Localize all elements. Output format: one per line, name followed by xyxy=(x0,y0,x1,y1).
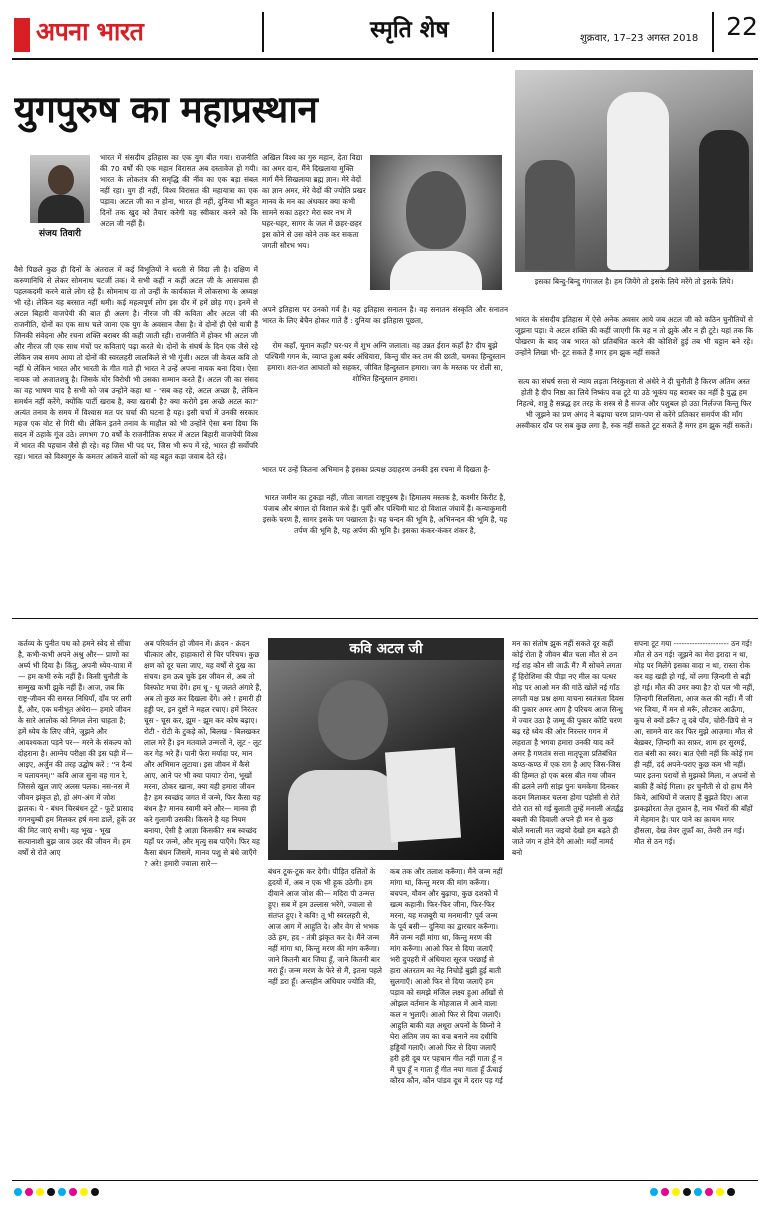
rally-photo xyxy=(515,70,753,272)
article-paragraph: भारत पर उन्हें कितना अभिमान है इसका प्रत्यक्ष उदाहरण उनकी इस रचना में दिखता है- xyxy=(262,465,491,474)
poem-text: बंधन टूक-टूक कर देगी। पीड़ित दलितों के हृदयों में, अब न एक भी हूक उठेगी। हम दीवाने आज जोश की— मदिरा पी उन्मत्त हुए। सब में हम उल्लास भरेंगे, ज्वाला से संतप्त हुए। रे कवि! तू भी स्वरलहरी से, आज आग में आहुति दे। और वेग से भभक उठें हम, हद - तंत्री झंकृत कर दे। मैंने जन्म नहीं मांगा था, किन्तु मरण की मांग करूँगा। जाने कितनी बार जिया हूँ, जाने कितनी बार मरा हूँ। जन्म मरण के फेरे से मैं, इतना पहले नहीं डरा हूँ। अन्तहीन अंधियार ज्योति की, xyxy=(268,867,382,986)
color-registration-marks xyxy=(650,1188,735,1196)
page-number: 22 xyxy=(726,12,758,41)
author-head xyxy=(48,165,74,195)
divider xyxy=(492,12,494,52)
poem-text: सत्य का संघर्ष सत्ता से न्याय लड़ता निरंकुशता से अंधेरे ने दी चुनौती है किरण अंतिम अस्त होती है दीप निष्ठा का लिये निष्कंप वज्र टूटे या उठे भूकंप यह बराबर का नहीं है युद्ध हम निहत्थे, शत्रु है सन्नद्ध हर तरह के शस्त्र से है सज्ज और पशुबल हो उठा निर्लज्ज किन्तु फिर भी जूझने का प्रण अंगद ने बढ़ाया चरण प्राण-पण से करेंगे प्रतिकार समर्पण की माँग अस्वीकार दाँव पर सब कुछ लगा है, रुक नहीं सकते टूट सकते हैं मगर हम झुक नहीं सकते। xyxy=(515,377,753,430)
photo-head xyxy=(318,680,388,760)
photo-figure xyxy=(699,130,749,270)
article-intro xyxy=(100,152,258,262)
photo-figure xyxy=(525,160,575,270)
author-photo xyxy=(30,155,90,223)
poem-rashtrapurush xyxy=(262,492,508,610)
poem-column xyxy=(18,638,136,1172)
poem-column xyxy=(634,638,756,1172)
poem-text: भारत जमीन का टुकड़ा नहीं, जीता जागता राष्ट्रपुरुष है। हिमालय मस्तक है, कश्मीर किरीट है, पंजाब और बंगाल दो विशाल कंधे हैं। पूर्वी और पश्चिमी घाट दो विशाल जंघायें हैं। कन्याकुमारी इसके चरण हैं, सागर इसके पग पखारता है। यह चन्दन की भूमि है, अभिनन्दन की भूमि है, यह तर्पण की भूमि है, यह अर्पण की भूमि है। इसका कंकर-कंकर शंकर है, xyxy=(262,493,508,535)
section-title: स्मृति शेष xyxy=(370,16,449,43)
poem-text: सपना टूट गया --------------------- ठन गई! मौत से ठन गई! जूझने का मेरा इरादा न था, मोड़ पर मिलेंगे इसका वादा न था, रास्ता रोक कर वह खड़ी हो गई, यों लगा ज़िन्दगी से बड़ी हो गई। मौत की उमर क्या है? दो पल भी नहीं, ज़िन्दगी सिलसिला, आज कल की नहीं। मैं जी भर जिया, मैं मन से मरूँ, लौटकर आऊँगा, कूच से क्यों डरूँ? तू दबे पाँव, चोरी-छिपे से न आ, सामने वार कर फिर मुझे आज़मा। मौत से बेख़बर, ज़िन्दगी का सफ़र, शाम हर सुरमई, रात बंसी का स्वर। बात ऐसी नहीं कि कोई ग़म ही नहीं, दर्द अपने-पराए कुछ कम भी नहीं। प्यार इतना परायों से मुझको मिला, न अपनों से बाक़ी हैं कोई गिला। हर चुनौती से दो हाथ मैंने किये, आंधियों में जलाए हैं बुझते दिए। आज झकझोरता तेज़ तूफ़ान है, नाव भँवरों की बाँहों में मेहमान है। पार पाने का क़ायम मगर हौसला, देख तेवर तूफ़ाँ का, तेवरी तन गई। मौत से ठन गई। xyxy=(634,639,756,846)
poem-text: अखिल विश्व का गुरु महान, देता विद्या का अमर दान, मैंने दिखलाया मुक्ति मार्ग मैंने सिखलाया ब्रह्म ज्ञान। मेरे वेदों का ज्ञान अमर, मेरे वेदों की ज्योति प्रखर मानव के मन का अंधकार क्या कभी सामने सका ठहर? मेरा स्वर नभ में घहर-घहर, सागर के जल में छहर-छहर इस कोने से उस कोने तक कर सकता जगती सौरभ भय। xyxy=(262,153,366,250)
headline: युगपुरुष का महाप्रस्थान xyxy=(14,87,318,131)
photo-caption: इसका बिन्दु-बिन्दु गंगाजल है। हम जियेंगे तो इसके लिये मरेंगे तो इसके लिये। xyxy=(534,277,734,286)
paper-name: अपना भारत xyxy=(36,17,144,46)
poem-column xyxy=(268,866,382,1172)
article-paragraph: वैसे पिछले कुछ ही दिनों के अंतराल में कई विभूतियों ने धरती से विदा ली है। दक्षिण में करुणानिधि से लेकर सोमनाथ चटर्जी तक। ये सभी कहीं न कहीं अटल जी के आसपास ही पहलकदमी करने वाले लोग रहे हैं। सोमनाथ दा तो उन्हीं के कार्यकाल में लोकसभा के अध्यक्ष भी रहे। लेकिन यह बरसात नहीं थमी। कई महत्वपूर्ण लोग इस दौर में हमें छोड़ गए। इनमें से अटल बिहारी वाजपेयी की बात ही अलग है। नीरज जी की कविता और अटल जी की राजनीति, दोनों का एक साथ चले जाना एक युग के अवसान जैसा है। वे दोनों ही ऐसे यात्री हैं जिनकी संवेदना और रचना शक्ति बराबर की कही जाती रही। राजनीति में होकर भी अटल जी और नीरज जी एक साथ मंचों पर कविताएं पढ़ा करते थे। दोनों के संघर्ष के दिन एक जैसे रहे लेकिन जब समय आया तो दोनों की स्वरलहरी लालकिले से भी गूंजी। अटल जी केवल कवि तो नहीं थे लेकिन भारत और भारती के गीत गाते ही भारत ने उन्हें अपना नायक बना दिया। ऐसा नायक जो अजातशत्रु है। जिसके घोर विरोधी भी उसका सम्मान करते हैं। अटल जी का संसद का वह भाषण याद है सभी को जब उन्होंने कहा था - 'सब कह रहे, अटल अच्छा है, लेकिन समर्थन नहीं करेंगे, क्योंकि पार्टी खराब है, क्या खराबी है? क्या करोगे इस अच्छे अटल का?' अत्यंत तनाव के समय में विश्वास मत पर चर्चा की घटना है यह। इसी चर्चा में उनकी सरकार महज एक वोट से गिरी थी। लेकिन इतने तनाव के माहौल को भी उन्होंने ऐसा बना दिया कि सदन में ठहाके गूंज उठे। लगभग 70 वर्षों के राजनीतिक सफर में अटल बिहारी वाजपेयी विश्व में भारत की पहचान जैसे ही रहे। वह जिस भी पद पर, जिस भी रूप में रहे, भारत ही सर्वोपरि रहा। भारत को विश्वगुरु के कमतर आंकने वालों को यह बहुत कड़ा जवाब देते रहे। xyxy=(14,265,258,461)
section-rule xyxy=(12,618,758,619)
poem-text: रोम कहाँ, यूनान कहाँ? घर-घर में शुभ अग्नि जलाता। वह उन्नत ईरान कहाँ है? दीप बुझे पश्चिमी गगन के, व्याप्त हुआ बर्बर अंधियारा, किन्तु चीर कर तम की छाती, चमका हिन्दुस्तान हमारा। शत-शत आघातों को सहकर, जीवित हिन्दुस्तान हमारा। जग के मस्तक पर रोली सा, शोभित हिन्दुस्तान हमारा। xyxy=(264,341,506,383)
header-rule xyxy=(12,58,758,60)
divider xyxy=(262,12,264,52)
poem-hindustan xyxy=(262,340,508,460)
article-body xyxy=(14,264,258,604)
article-paragraph xyxy=(262,464,508,488)
poem-text: कब तक और तलाश करूँगा। मैंने जन्म नहीं मांगा था, किन्तु मरण की मांग करूँगा। बचपन, यौवन और बुढ़ापा, कुछ दशकों में खत्म कहानी। फिर-फिर जीना, फिर-फिर मरना, यह मजबूरी या मनमानी? पूर्व जन्म के पूर्व बसी— दुनिया का द्वारचार करूँगा। मैंने जन्म नहीं मांगा था, किन्तु मरण की मांग करूँगा। आओ फिर से दिया जलाएँ भरी दुपहरी में अंधियारा सूरज परछाईं से हारा अंतरतम का नेह निचोड़ें बुझी हुई बाती सुलगाएँ। आओ फिर से दिया जलाएँ हम पड़ाव को समझे मंजिल लक्ष्य हुआ आँखों से ओझल वर्तमान के मोहजाल में आने वाला कल न भुलाएँ। आओ फिर से दिया जलाएँ। आहुति बाकी यज्ञ अधूरा अपनों के विघ्नों ने घेरा अंतिम जय का वज्र बनाने नव दधीचि हड्डियाँ गलाएँ। आओ फिर से दिया जलाएँ हरी हरी दूब पर पहचान गीत नहीं गाता हूँ न मैं चुप हूँ न गाता हूँ गीत नया गाता हूँ ऊँचाई कौरव कौन, कौन पांडव दूध में दरार पड़ गई xyxy=(390,867,504,1085)
poem-column xyxy=(144,638,262,1172)
poem-text: अब परिवर्तन हो जीवन में। क्रंदन - क्रंदन चीत्कार और, हाहाकारों से चिर परिचय। कुछ क्षण को दूर चला जाए, यह वर्षों से दुख का संचय। हम ऊब चुके इस जीवन से, अब तो विस्फोट मचा देंगे। हम धू - धू जलते अंगारे हैं, अब तो कुछ कर दिखला देंगे। अरे ! हमारी ही हड्डी पर, इन दुष्टों ने महल रचाए। हमें निरंतर चूस - चूस कर, झूम - झूम कर कोष बढ़ाए। रोटी - रोटी के टुकड़े को, बिलख - बिलखकर लाल मरे हैं। इन मतवाले उन्मत्तों ने, लूट - लूट कर गेह भरे हैं। पानी फेरा मर्यादा पर, मान और अभिमान लुटाया। इस जीवन में कैसे आए, आने पर भी क्या पाया? रोना, भूखों मरना, ठोकर खाना, क्या यही हमारा जीवन है? हम स्वच्छंद जगत में जन्मे, फिर कैसा यह बंधन है? मानव स्वामी बने और— मानव ही करे गुलामी उसकी। किसने है यह नियम बनाया, ऐसी है आज्ञा किसकी? सब स्वच्छंद यहाँ पर जन्मे, और मृत्यु सब पाएँगे। फिर यह कैसा बंधन जिसमें, मानव पशु से बंधे जाएँगे ? अरे! हमारी ज्वाला सारे— xyxy=(144,639,262,868)
photo-sleeve xyxy=(288,770,398,850)
photo-paper xyxy=(385,748,461,843)
poem-column xyxy=(390,866,504,1172)
photo-figure xyxy=(607,92,669,270)
red-bar-icon xyxy=(14,18,30,52)
poem-jhuk-nahi-sakte xyxy=(515,376,753,612)
atal-portrait xyxy=(370,155,502,290)
portrait-shirt xyxy=(390,251,482,290)
issue-date: शुक्रवार, 17–23 अगस्त 2018 xyxy=(580,33,699,44)
article-paragraph: अपने इतिहास पर उनको गर्व है। यह इतिहास सनातन है। वह सनातन संस्कृति और सनातन भारत के लिए बेचैन होकर गाते हैं : दुनिया का इतिहास पूछता, xyxy=(262,305,508,325)
poem-text: मन का संतोष झुक नहीं सकते दूर कहीं कोई रोता है जीवन बीत चला मौत से ठन गई राह कौन सी जाऊँ मैं? मैं सोचने लगता हूँ हिरोशिमा की पीड़ा नए मील का पत्थर मोड़ पर आओ मन की गांठें खोलें नई गाँठ लगती यक्ष प्रश्न क्षमा याचना स्वतंत्रता दिवस की पुकार अमर आग है परिचय आज सिन्धु में ज्वार उठा है जम्मू की पुकार कोटि चरण बढ़ रहे ध्येय की ओर निरन्तर गगन में लहराता है भगवा हमारा उनकी याद करें अमर है गणतंत्र सत्ता मातृपूजा प्रतिबंधित कण्ठ-कण्ठ में एक राग है आए जिस-जिस की हिम्मत हो एक बरस बीत गया जीवन की ढलने लगी सांझ पुनः चमकेगा दिनकर कदम मिलाकर चलना होगा पड़ोसी से रोते रोते रात सो गई बुलाती तुम्हें मनाली अंतर्द्वंद्व बबली की दिवाली अपने ही मन से कुछ बोलें मनाली मत जइयो देखो हम बढ़ते ही जाते जंग न होने देंगे आओ! मर्दों नामर्द बनो xyxy=(512,639,624,857)
article-paragraph: भारत के संसदीय इतिहास में ऐसे अनेक अवसर आये जब अटल जी को कठिन चुनौतियों से जूझना पड़ा। वे अटल शक्ति की कहीं जाएगी कि वह न तो झुके और न ही टूटे। यहां तक कि पोखरण के बाद जब भारत को प्रतिबंधित करने की कोशिशें हुई तब भी चट्टान बने रहे। उन्होंने लिखा भी- टूट सकते हैं मगर हम झुक नहीं सकते xyxy=(515,315,753,357)
article-paragraph: भारत में संसदीय इतिहास का एक युग बीत गया। राजनीति की 70 वर्षों की एक महान विरासत अब दस्तावेज हो गयी। भारत के लोकतंत्र की समृद्धि की नींव का एक बड़ा संबल नहीं रहा। युग ही नहीं, विश्व विरासत की महायात्रा का एक पड़ाव। अटल जी का न होना, भारत ही नहीं, दुनिया भी बहुत दिनों तक खुद को तैयार करेगी यह स्वीकार करने को कि अटल जी नहीं हैं। xyxy=(100,153,258,228)
masthead xyxy=(0,0,768,60)
article-paragraph xyxy=(515,314,753,372)
poet-writing-photo xyxy=(268,660,504,860)
poem-vishwaguru xyxy=(262,152,366,304)
author-name: संजय तिवारी xyxy=(39,229,81,239)
poem-text: कर्तव्य के पुनीत पथ को हमने स्वेद से सींचा है, कभी-कभी अपने अश्रु और— प्राणों का अर्घ्य भी दिया है। किंतु, अपनी ध्येय-यात्रा में— हम कभी रुके नहीं हैं। किसी चुनौती के सम्मुख कभी झुके नहीं हैं। आज, जब कि राष्ट्र-जीवन की समस्त निधियाँ, दाँव पर लगी हैं, और, एक घनीभूत अंधेरा— हमारे जीवन के सारे आलोक को निगल लेना चाहता है; हमें ध्येय के लिए जीने, जूझने और आवश्यकता पड़ने पर— मरने के संकल्प को दोहराना है। आग्नेय परीक्षा की इस घड़ी में— आइए, अर्जुन की तरह उद्घोष करें : ''न दैन्यं न पलायनम्।'' कवि आज सुना वह गान रे, जिससे खुल जाएं अलस पलक। नस-नस में जीवन झंकृत हो, हो अंग-अंग में जोश झलक। ये - बंधन चिरबंधन टूटें - फूटें प्रासाद गगनचुम्बी हम मिलकर हर्ष मना डालें, हूकें उर की मिट जाएं सभी। यह भूख - भूख सत्यानाशी बुझ जाय उदर की जीवन में। हम वर्षों से रोते आए xyxy=(18,639,136,857)
portrait-face xyxy=(406,171,466,249)
author-body xyxy=(38,195,84,223)
poet-box-title: कवि अटल जी xyxy=(268,638,504,660)
footer-rule xyxy=(12,1180,758,1181)
divider xyxy=(712,12,714,52)
article-paragraph xyxy=(262,304,508,338)
poem-titles-column xyxy=(512,638,624,1172)
color-registration-marks xyxy=(14,1188,99,1196)
